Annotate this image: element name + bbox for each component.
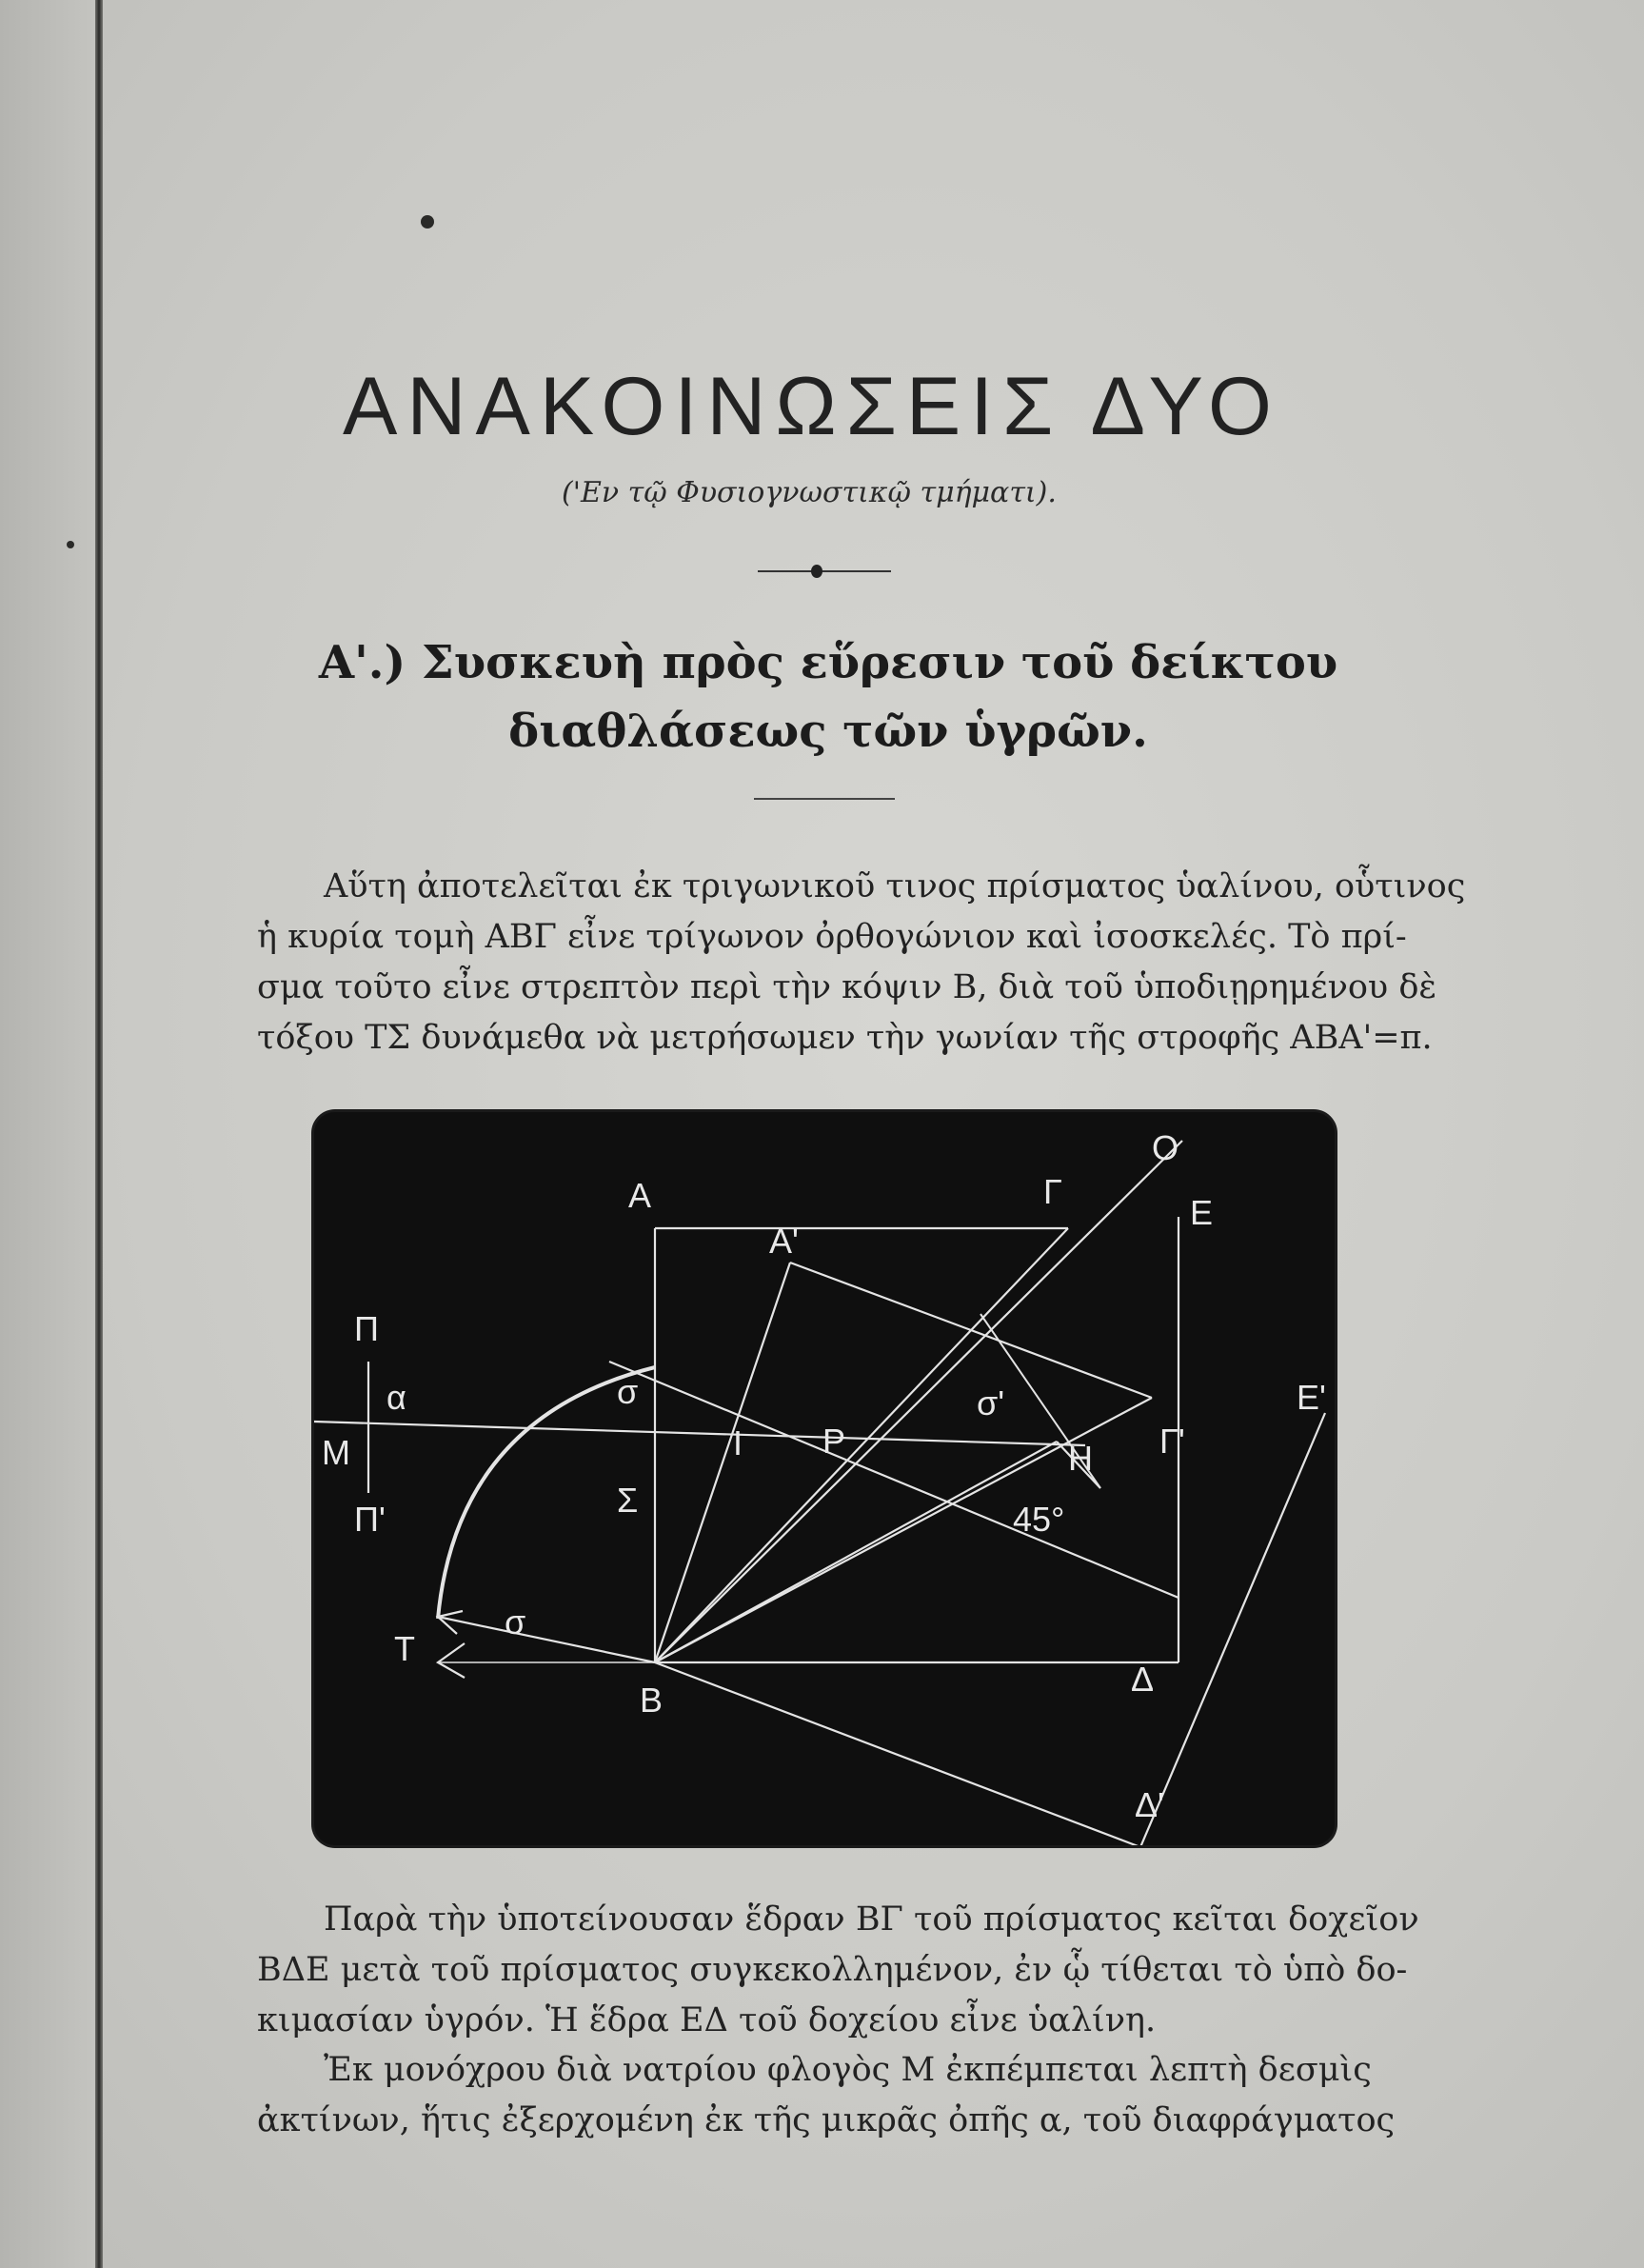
line-D-prime-E-prime <box>1140 1413 1325 1845</box>
prism-diagram <box>314 1112 1335 1845</box>
label-I: Ι <box>733 1423 743 1462</box>
label-G: Γ <box>1043 1172 1062 1211</box>
arrow-line-T <box>438 1617 655 1662</box>
paragraph-line: τόξου ΤΣ δυνάμεθα νὰ μετρήσωμεν τὴν γωνίαν τῆς στροφῆς ΑΒΑ'=π. <box>257 1019 1433 1057</box>
label-H: Η <box>1068 1439 1093 1478</box>
book-spine <box>95 0 103 2268</box>
line-BD-prime <box>655 1662 1140 1845</box>
label-T: Τ <box>394 1629 415 1668</box>
prism-diagram-svg <box>314 1112 1335 1845</box>
label-Sigma: Σ <box>617 1481 639 1520</box>
label-Pi: Π <box>354 1309 379 1348</box>
ink-speck <box>421 215 434 229</box>
label-angle: 45° <box>1013 1500 1065 1539</box>
ornament-divider <box>758 550 891 588</box>
label-B: Β <box>640 1681 664 1720</box>
label-sigma-lower: σ <box>505 1602 526 1641</box>
paragraph-line: ΒΔΕ μετὰ τοῦ πρίσματος συγκεκολλημένον, ἐν ᾧ τίθεται τὸ ὑπὸ δο- <box>257 1951 1408 1989</box>
paragraph-line: Ἐκ μονόχρου διὰ νατρίου φλογὸς Μ ἐκπέμπεται λεπτὴ δεσμὶς <box>324 2051 1372 2089</box>
label-O: Ο <box>1152 1128 1179 1167</box>
label-Pi-prime: Π' <box>354 1500 386 1539</box>
paragraph-line: Αὕτη ἀποτελεῖται ἐκ τριγωνικοῦ τινος πρίσματος ὑαλίνου, οὗτινος <box>324 867 1466 905</box>
heading-line-2: διαθλάσεως τῶν ὑγρῶν. <box>508 705 1148 758</box>
line-BO <box>655 1141 1182 1662</box>
label-D: Δ <box>1131 1660 1155 1699</box>
label-D-prime: Δ' <box>1135 1785 1164 1824</box>
label-sigma-prime: σ' <box>977 1383 1005 1422</box>
page-subtitle: ('Εν τῷ Φυσιογνωστικῷ τμήματι). <box>562 476 1057 509</box>
paragraph-line: κιμασίαν ὑγρόν. Ἡ ἕδρα ΕΔ τοῦ δοχείου εἶνε ὑαλίνη. <box>257 2001 1157 2039</box>
line-BH <box>655 1442 1057 1662</box>
label-M: Μ <box>322 1433 350 1472</box>
section-rule <box>754 798 895 800</box>
ink-speck <box>67 541 74 548</box>
paragraph-3 <box>257 2045 1399 2146</box>
paragraph-1 <box>257 862 1466 1064</box>
heading-line-1: Α'.) Συσκευὴ πρὸς εὕρεσιν τοῦ δείκτου <box>318 636 1338 689</box>
label-alpha: α <box>386 1378 406 1417</box>
label-E: Ε <box>1190 1193 1214 1232</box>
line-BG-prime <box>655 1398 1152 1662</box>
label-G-prime: Γ' <box>1159 1422 1185 1461</box>
paragraph-line: ἡ κυρία τομὴ ΑΒΓ εἶνε τρίγωνον ὀρθογώνιον καὶ ἰσοσκελές. Τὸ πρί- <box>257 918 1407 956</box>
paragraph-line: ἀκτίνων, ἥτις ἐξερχομένη ἐκ τῆς μικρᾶς ὀπῆς α, τοῦ διαφράγματος <box>257 2101 1396 2139</box>
beam-M <box>314 1422 1085 1445</box>
line-BA-prime <box>655 1263 790 1662</box>
page-title: ΑΝΑΚΟΙΝΩΣΕΙΣ ΔΥΟ <box>343 361 1281 452</box>
binding-margin <box>0 0 95 2268</box>
paragraph-2 <box>257 1895 1419 2046</box>
arrow-head-T <box>438 1611 463 1634</box>
arrow-head-T-lower <box>438 1643 465 1678</box>
line-A-prime-G-prime <box>790 1263 1152 1398</box>
line-BG <box>655 1228 1068 1662</box>
label-P: Ρ <box>822 1422 846 1461</box>
paragraph-line: σμα τοῦτο εἶνε στρεπτὸν περὶ τὴν κόψιν Β, διὰ τοῦ ὑποδιῃρημένου δὲ <box>257 968 1437 1006</box>
label-sigma-upper: σ <box>617 1372 639 1411</box>
label-A-prime: Α' <box>769 1222 799 1261</box>
paragraph-line: Παρὰ τὴν ὑποτείνουσαν ἕδραν ΒΓ τοῦ πρίσματος κεῖται δοχεῖον <box>324 1900 1419 1939</box>
label-A: Α <box>628 1176 652 1215</box>
label-E-prime: Ε' <box>1297 1378 1326 1417</box>
section-heading <box>314 628 1342 766</box>
